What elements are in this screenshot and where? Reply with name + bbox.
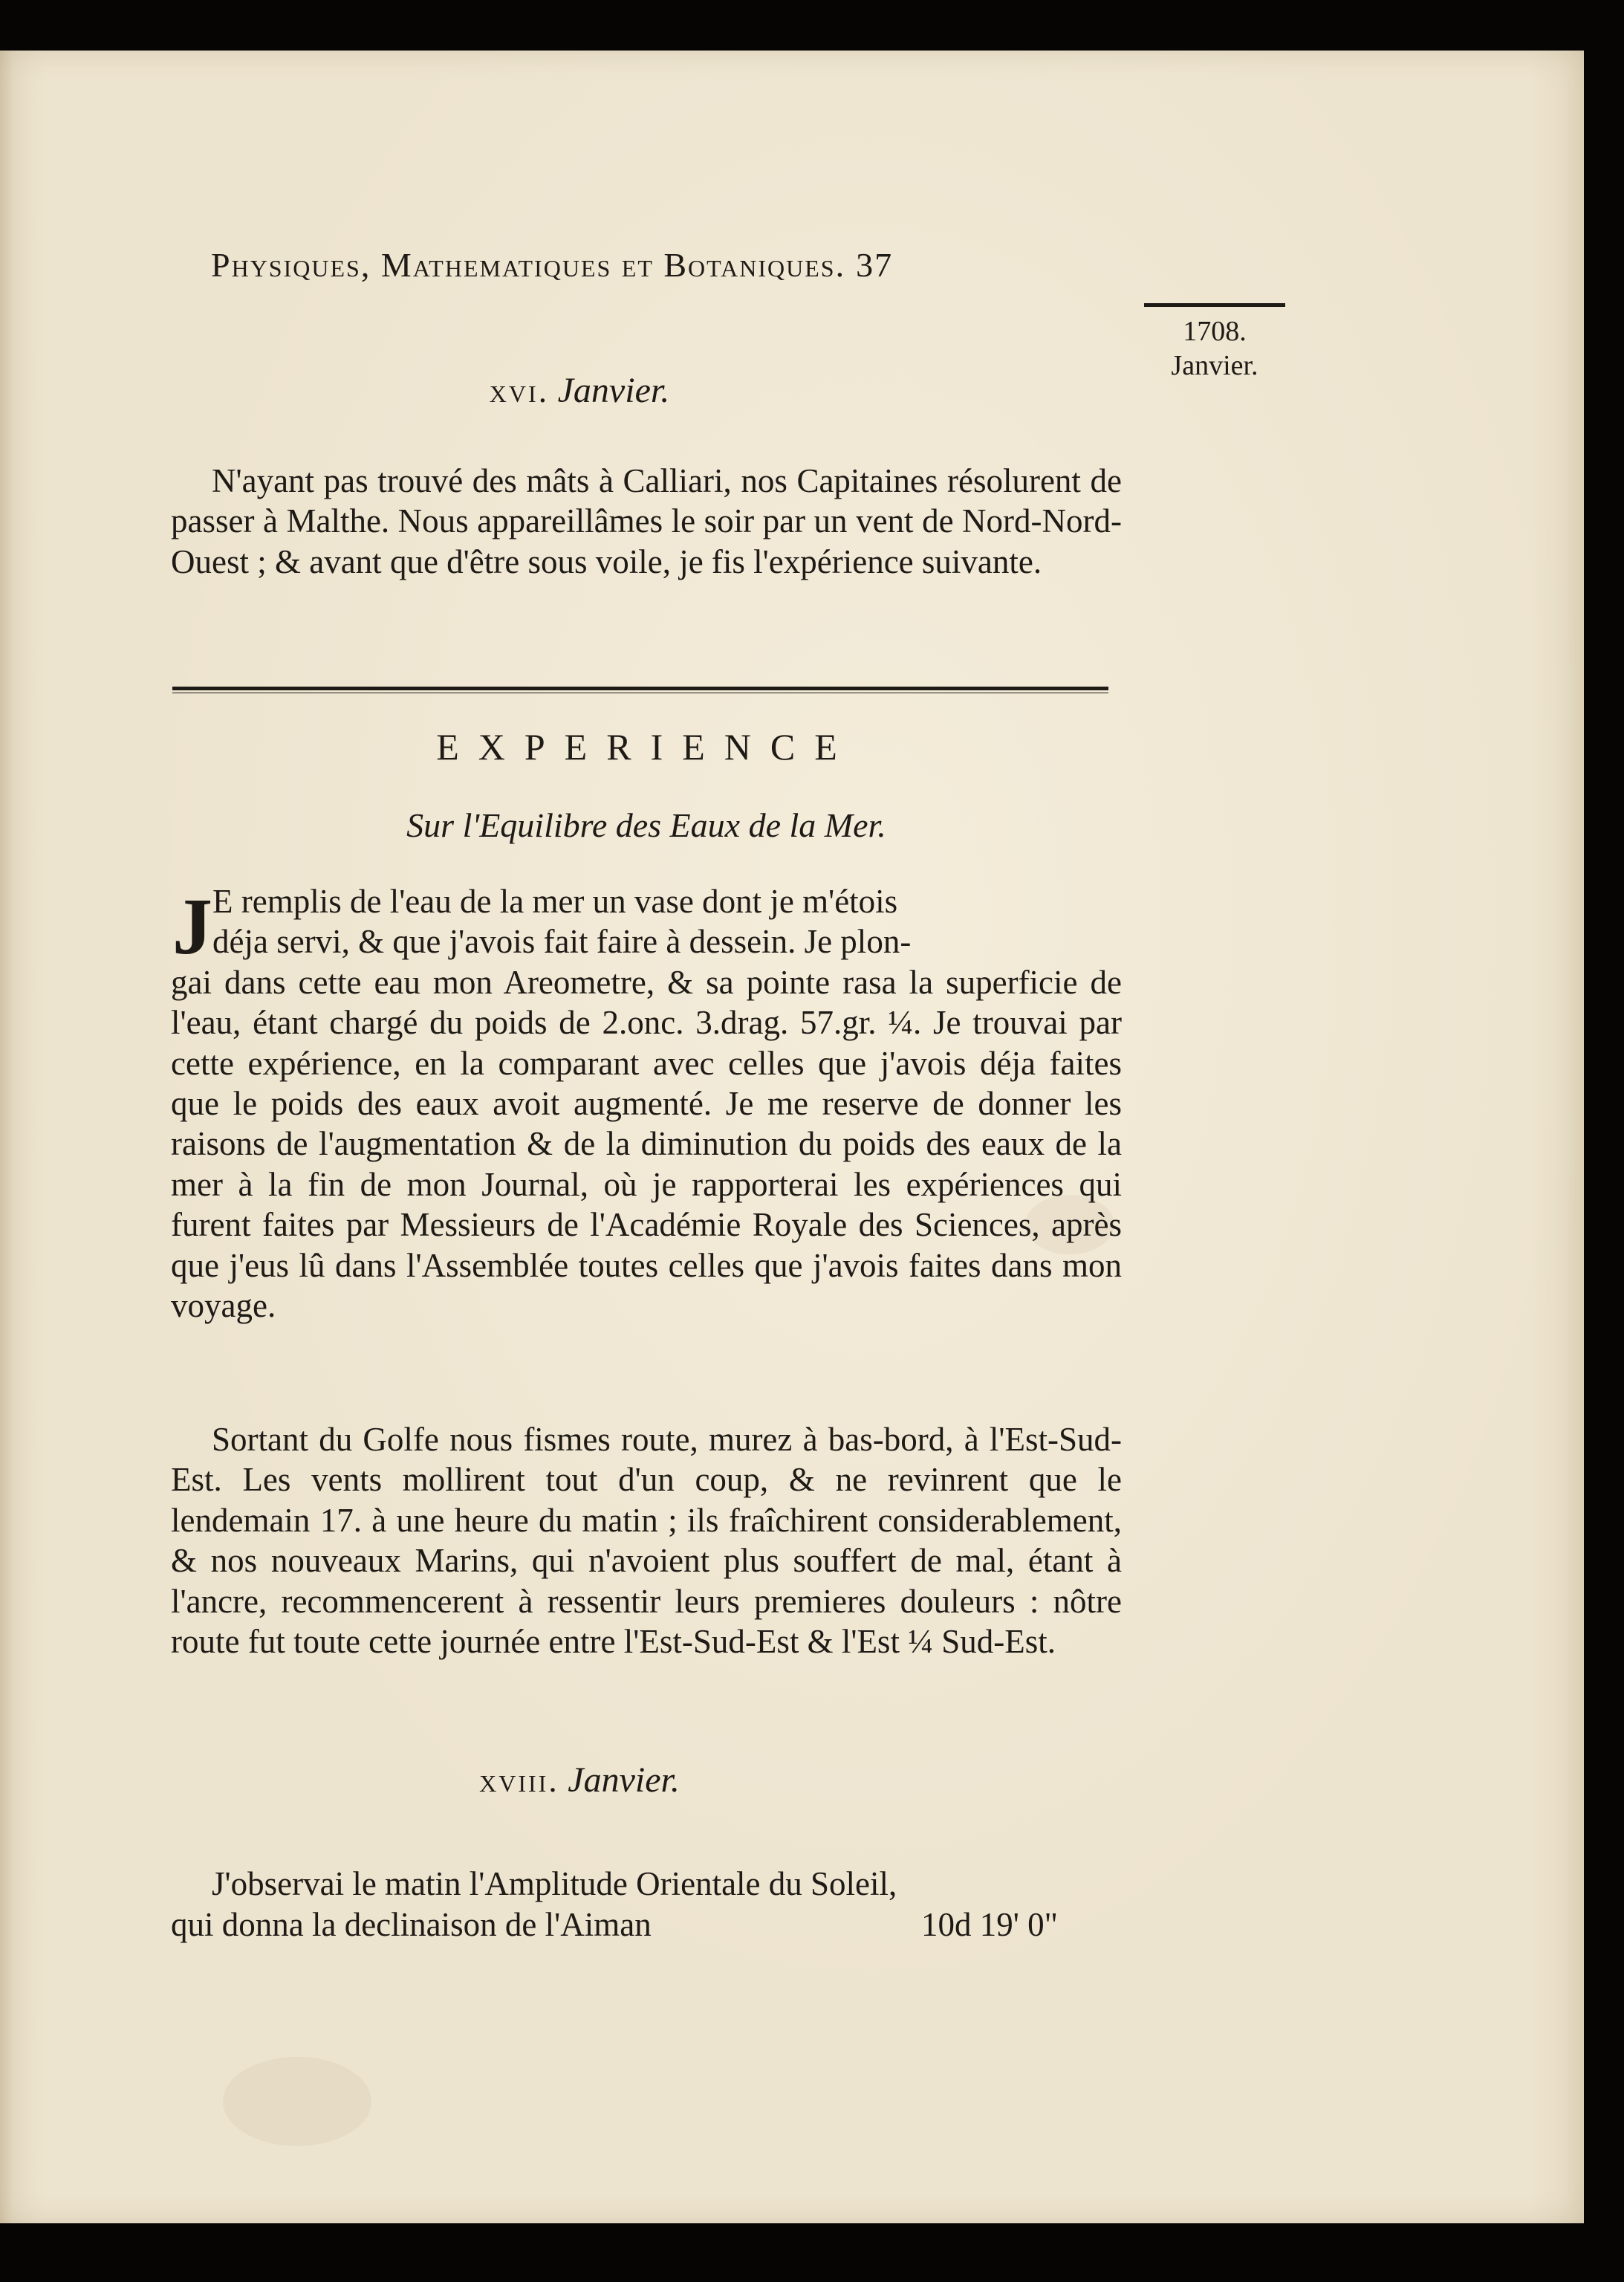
paragraph-departure: N'ayant pas trouvé des mâts à Calliari, nos Capitaines résolurent de passer à Malthe. Nous appareillâmes le soir par un vent de Nord-Nord-Ouest ; & avant que d'être sous voile, je fis l'expérience suivante.	[171, 462, 1122, 580]
date-heading-xviii	[0, 1760, 1159, 1800]
paragraph-amplitude: J'observai le matin l'Amplitude Orientale du Soleil,	[212, 1865, 897, 1902]
running-head	[211, 245, 1147, 285]
date-month: Janvier.	[568, 1760, 680, 1800]
paper-stain	[223, 2057, 371, 2146]
date-month: Janvier.	[557, 371, 670, 410]
margin-note	[1137, 303, 1293, 383]
date-heading-xvi	[0, 370, 1159, 411]
margin-rule	[1144, 303, 1285, 307]
book-page	[0, 51, 1584, 2223]
page-number: 37	[856, 246, 894, 284]
date-roman: xvi.	[489, 372, 550, 409]
paragraph-experience-line2: déja servi, & que j'avois fait faire à dessein. Je plon-	[212, 923, 912, 961]
declination-label: qui donna la declinaison de l'Aiman	[171, 1906, 652, 1943]
paragraph-experience-rest: gai dans cette eau mon Areometre, & sa pointe rasa la superficie de l'eau, étant chargé du poids de 2.onc. 3.drag. 57.gr. ¼. Je trouvai par cette expérience, en la comparant avec celles que j'avois déja faites que le poids des eaux avoit augmenté. Je me reserve de donner les raisons de l'augmentation & de la diminution du poids des eaux de la mer à la fin de mon Journal, où je rapporterai les expériences qui furent faites par Messieurs de l'Académie Royale des Sciences, après que j'eus lû dans l'Assemblée toutes celles que j'avois faites dans mon voyage.	[171, 963, 1122, 1325]
paragraph-experience	[171, 881, 1122, 1326]
declination-value: 10d 19' 0"	[921, 1906, 1058, 1943]
running-head-title: Physiques, Mathematiques et Botaniques.	[211, 246, 846, 284]
experience-title: EXPERIENCE	[436, 726, 857, 768]
experience-subtitle: Sur l'Equilibre des Eaux de la Mer.	[406, 806, 886, 844]
drop-cap: J	[172, 883, 212, 971]
section-divider	[172, 687, 1108, 693]
paragraph-route: Sortant du Golfe nous fismes route, murez à bas-bord, à l'Est-Sud-Est. Les vents mollirent tout d'un coup, & ne revinrent que le lendemain 17. à une heure du matin ; ils fraîchirent considerablement, & nos nouveaux Marins, qui n'avoient plus souffert de mal, étant à l'ancre, recommencerent à ressentir leurs premieres douleurs : nôtre route fut toute cette journée entre l'Est-Sud-Est & l'Est ¼ Sud-Est.	[171, 1421, 1122, 1661]
declination-line	[171, 1905, 1122, 1944]
margin-month: Janvier.	[1171, 350, 1258, 381]
paragraph-experience-line1: E remplis de l'eau de la mer un vase dont je m'étois	[212, 883, 898, 920]
margin-year: 1708.	[1183, 316, 1247, 347]
date-roman: xviii.	[479, 1761, 559, 1799]
